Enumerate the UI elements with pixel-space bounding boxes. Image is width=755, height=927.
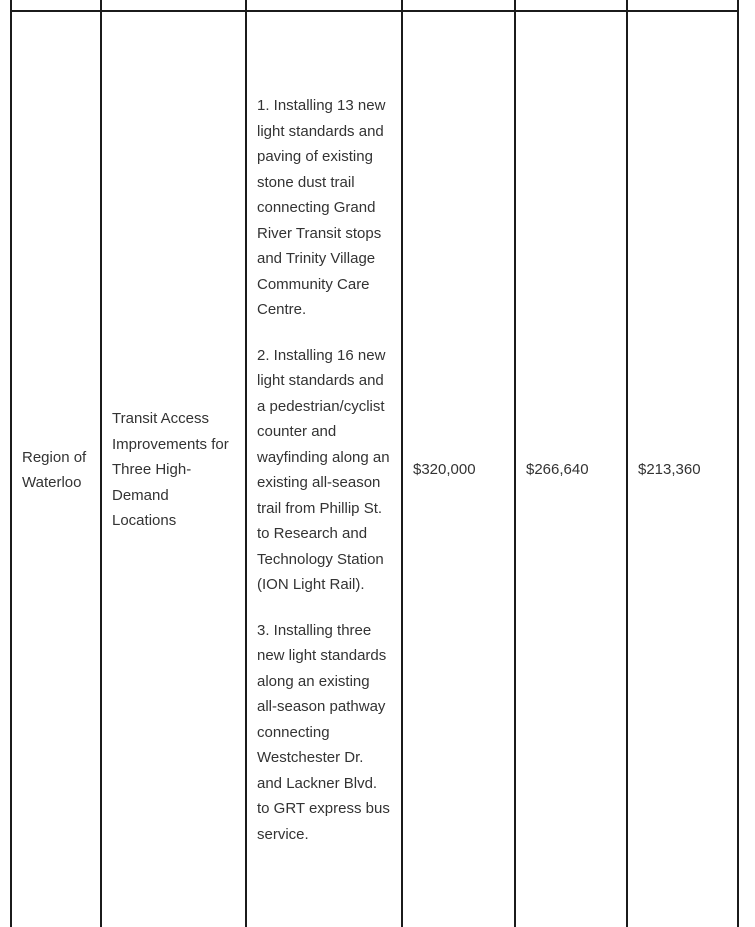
table-row (11, 11, 738, 927)
description-paragraph-3: 3. Installing three new light standards along an existing all-season pathway connecting Westchester Dr. and Lackner Blvd. to GRT express bus service. (257, 621, 390, 843)
empty-cell (627, 0, 738, 11)
description-paragraph-1: 1. Installing 13 new light standards and paving of existing stone dust trail connecting Grand River Transit stops and Trinity Village Community Care Centre. (257, 97, 386, 318)
cell-project-title: Transit Access Improvements for Three High-Demand Locations (101, 11, 246, 927)
previous-row-partial (11, 0, 738, 11)
cell-project-description (246, 11, 402, 927)
cell-amount-2: $266,640 (515, 11, 627, 927)
description-paragraph-2: 2. Installing 16 new light standards and a pedestrian/cyclist counter and wayfinding along an existing all-season trail from Phillip St. to Research and Technology Station (ION Light Rail). (257, 346, 390, 593)
cell-amount-3: $213,360 (627, 11, 738, 927)
empty-cell (101, 0, 246, 11)
cell-amount-1: $320,000 (402, 11, 515, 927)
funding-table (10, 0, 739, 927)
empty-cell (402, 0, 515, 11)
cell-municipality: Region of Waterloo (11, 11, 101, 927)
empty-cell (11, 0, 101, 11)
empty-cell (515, 0, 627, 11)
empty-cell (246, 0, 402, 11)
